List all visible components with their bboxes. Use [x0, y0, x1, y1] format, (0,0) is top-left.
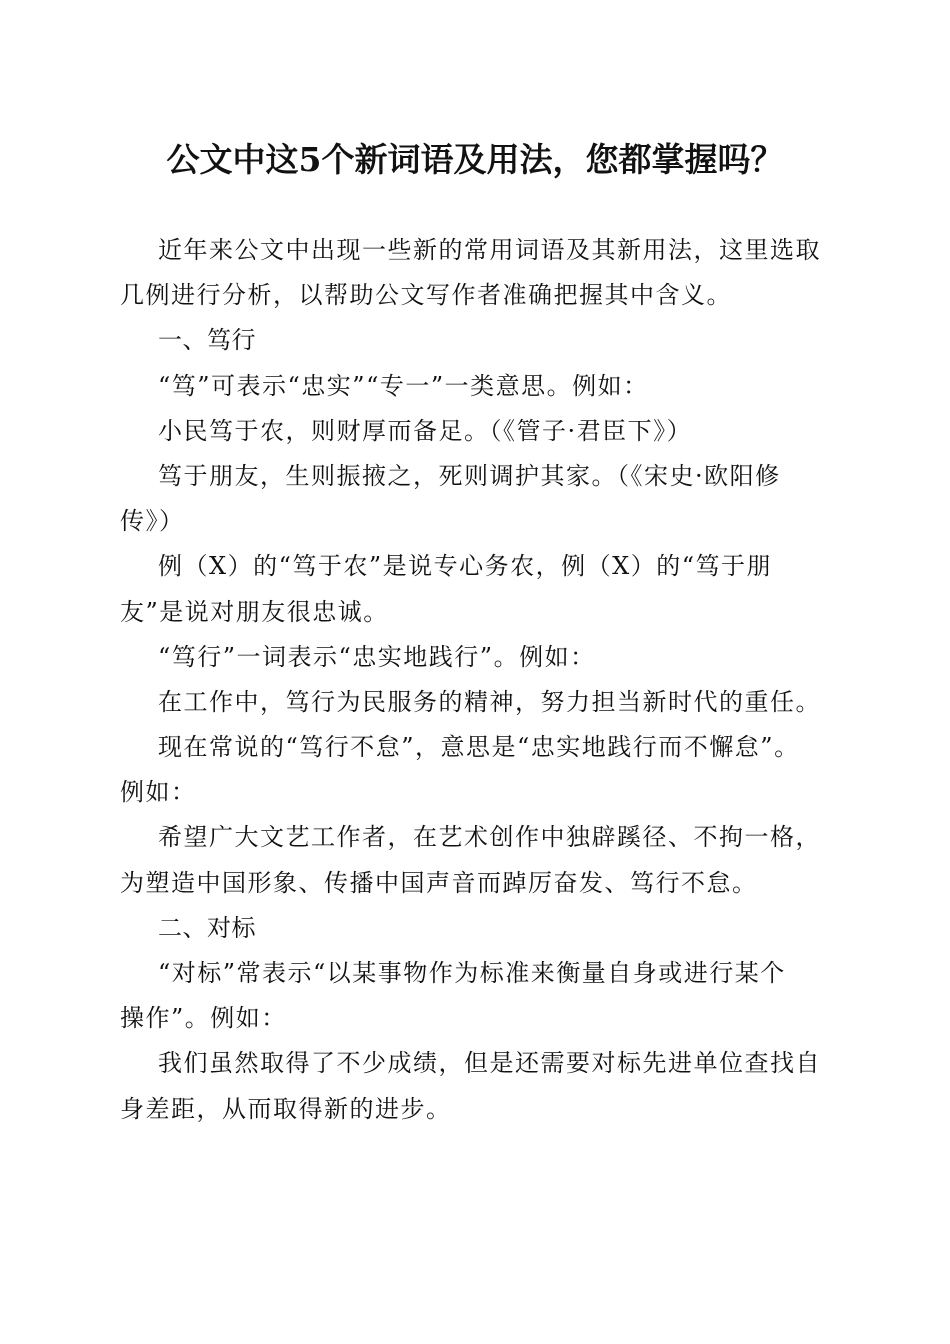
document-title: 公文中这5个新词语及用法，您都掌握吗？ — [166, 140, 784, 179]
body-text-line: 几例进行分析，以帮助公文写作者准确把握其中含义。 — [120, 281, 732, 310]
body-text-line: 为塑造中国形象、传播中国声音而踔厉奋发、笃行不怠。 — [120, 868, 758, 897]
body-text-line: 友”是说对朋友很忠诚。 — [120, 597, 389, 626]
body-text-line: “笃行”一词表示“忠实地践行”。例如： — [158, 642, 596, 671]
document-body — [120, 228, 826, 1132]
body-text-line: “对标”常表示“以某事物作为标准来衡量自身或进行某个 — [158, 959, 786, 987]
body-text-line: 我们虽然取得了不少成绩，但是还需要对标先进单位查找自 — [158, 1049, 821, 1078]
body-text-line: 在工作中，笃行为民服务的精神，努力担当新时代的重任。 — [158, 687, 821, 716]
body-text-line: 笃于朋友，生则振掖之，死则调护其家。（《宋史·欧阳修 — [158, 461, 781, 490]
body-text-line: 希望广大文艺工作者，在艺术创作中独辟蹊径、不拘一格， — [158, 823, 821, 852]
section-heading: 一、笃行 — [158, 326, 256, 355]
body-text-line: 传》） — [120, 507, 185, 536]
section-heading: 二、对标 — [158, 913, 256, 942]
body-text-line: 近年来公文中出现一些新的常用词语及其新用法，这里选取 — [158, 236, 821, 264]
body-text-line: 小民笃于农，则财厚而备足。（《管子·君臣下》） — [158, 416, 693, 445]
body-text-line: 身差距，从而取得新的进步。 — [120, 1094, 452, 1123]
body-text-line: 操作”。例如： — [120, 1004, 287, 1033]
body-text-line: “笃”可表示“忠实”“专一”一类意思。例如： — [158, 371, 649, 400]
body-text-line: 现在常说的“笃行不怠”，意思是“忠实地践行而不懈怠”。 — [158, 733, 800, 762]
body-text-line: 例如： — [120, 778, 197, 807]
body-text-line: 例（X）的“笃于农”是说专心务农，例（X）的“笃于朋 — [158, 552, 772, 581]
